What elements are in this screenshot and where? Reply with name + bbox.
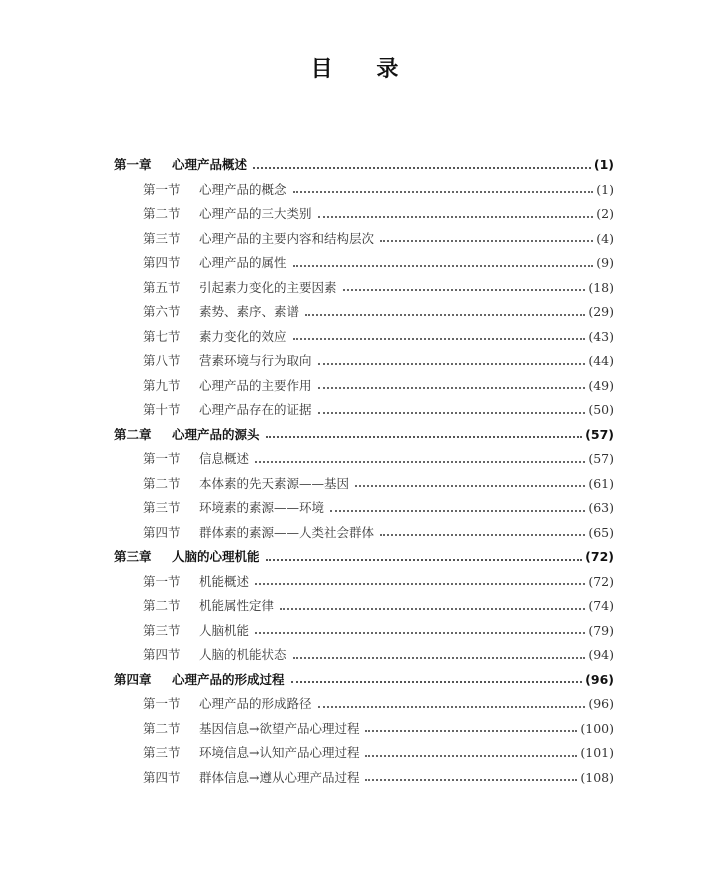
dot-leader [380, 533, 585, 536]
page-number: (57) [585, 426, 614, 442]
dot-leader [255, 460, 585, 463]
page-number: (108) [580, 769, 614, 785]
chapter-number: 第四章 [114, 671, 152, 687]
dot-leader [293, 264, 594, 267]
page-number: (57) [588, 451, 614, 466]
page-number: (63) [588, 500, 614, 515]
page-number: (94) [588, 647, 614, 662]
section-number: 第二节 [143, 720, 181, 736]
section-number: 第一节 [143, 181, 181, 197]
page-number: (44) [588, 353, 614, 368]
section-title: 素力变化的效应 [199, 328, 287, 344]
chapter-title: 心理产品的形成过程 [172, 671, 285, 687]
section-title: 信息概述 [199, 451, 250, 466]
section-title: 心理产品的概念 [199, 181, 287, 197]
section-title: 素势、素序、素谱 [199, 304, 300, 319]
page-number: (96) [588, 696, 614, 711]
section-title: 心理产品的主要内容和结构层次 [199, 230, 375, 246]
section-title: 环境素的素源——环境 [199, 500, 325, 515]
dot-leader [365, 778, 577, 781]
page-number: (18) [588, 279, 614, 295]
page-number: (29) [588, 304, 614, 319]
toc-section-entry[interactable] [114, 570, 614, 595]
dot-leader [380, 239, 593, 242]
section-title: 引起素力变化的主要因素 [199, 279, 337, 295]
section-number: 第一节 [143, 573, 181, 589]
toc-section-entry[interactable] [114, 398, 614, 423]
section-number: 第七节 [143, 328, 181, 344]
dot-leader [305, 313, 585, 316]
section-number: 第一节 [143, 451, 181, 466]
toc-section-entry[interactable] [114, 643, 614, 668]
page-number: (2) [596, 206, 614, 221]
dot-leader [255, 631, 585, 634]
section-title: 本体素的先天素源——基因 [199, 475, 350, 491]
section-number: 第六节 [143, 304, 181, 319]
section-number: 第八节 [143, 353, 181, 368]
dot-leader [318, 215, 594, 218]
toc-section-entry[interactable] [114, 447, 614, 472]
toc-section-entry[interactable] [114, 521, 614, 546]
dot-leader [355, 484, 585, 487]
section-number: 第四节 [143, 255, 181, 270]
toc-section-entry[interactable] [114, 717, 614, 742]
section-number: 第二节 [143, 598, 181, 613]
section-number: 第三节 [143, 230, 181, 246]
toc-section-entry[interactable] [114, 227, 614, 252]
toc-section-entry[interactable] [114, 300, 614, 325]
dot-leader [343, 288, 586, 291]
section-title: 人脑的机能状态 [199, 647, 287, 662]
chapter-title: 人脑的心理机能 [172, 549, 260, 564]
chapter-title: 心理产品概述 [172, 157, 248, 172]
section-number: 第二节 [143, 475, 181, 491]
page-number: (79) [588, 622, 614, 638]
section-number: 第三节 [143, 622, 181, 638]
section-title: 机能概述 [199, 573, 250, 589]
dot-leader [280, 607, 585, 610]
page-number: (1) [593, 157, 614, 172]
chapter-number: 第二章 [114, 426, 152, 442]
toc-section-entry[interactable] [114, 251, 614, 276]
dot-leader [318, 386, 586, 389]
section-title: 基因信息→欲望产品心理过程 [199, 720, 360, 736]
dot-leader [318, 362, 586, 365]
dot-leader [330, 509, 585, 512]
page-number: (74) [588, 598, 614, 613]
toc-chapter-entry[interactable] [114, 545, 614, 570]
section-number: 第四节 [143, 524, 181, 540]
section-number: 第四节 [143, 769, 181, 785]
section-title: 机能属性定律 [199, 598, 275, 613]
page-number: (50) [588, 402, 614, 417]
section-title: 心理产品的三大类别 [199, 206, 312, 221]
chapter-number: 第三章 [114, 549, 152, 564]
toc-section-entry[interactable] [114, 178, 614, 203]
page-number: (96) [585, 671, 614, 687]
dot-leader [266, 435, 583, 438]
page-number: (43) [588, 328, 614, 344]
dot-leader [318, 411, 586, 414]
dot-leader [291, 680, 583, 683]
page-number: (72) [585, 549, 614, 564]
page-number: (101) [580, 745, 614, 760]
section-number: 第二节 [143, 206, 181, 221]
toc-section-entry[interactable] [114, 496, 614, 521]
section-title: 心理产品存在的证据 [199, 402, 312, 417]
page-title: 目 录 [310, 57, 417, 82]
toc-section-entry[interactable] [114, 619, 614, 644]
dot-leader [266, 558, 583, 561]
chapter-number: 第一章 [114, 157, 152, 172]
toc-section-entry[interactable] [114, 594, 614, 619]
table-of-contents [114, 153, 614, 790]
page-number: (61) [588, 475, 614, 491]
toc-section-entry[interactable] [114, 472, 614, 497]
section-title: 群体信息→遵从心理产品过程 [199, 769, 360, 785]
toc-chapter-entry[interactable] [114, 423, 614, 448]
section-number: 第五节 [143, 279, 181, 295]
toc-section-entry[interactable] [114, 374, 614, 399]
section-title: 心理产品的形成路径 [199, 696, 312, 711]
section-title: 环境信息→认知产品心理过程 [199, 745, 360, 760]
section-number: 第三节 [143, 500, 181, 515]
section-title: 人脑机能 [199, 622, 250, 638]
chapter-title: 心理产品的源头 [172, 426, 260, 442]
dot-leader [293, 656, 586, 659]
toc-chapter-entry[interactable] [114, 153, 614, 178]
section-title: 营素环境与行为取向 [199, 353, 312, 368]
dot-leader [253, 166, 591, 169]
toc-section-entry[interactable] [114, 349, 614, 374]
dot-leader [293, 337, 586, 340]
toc-section-entry[interactable] [114, 766, 614, 791]
section-number: 第十节 [143, 402, 181, 417]
page-number: (9) [596, 255, 614, 270]
page-number: (65) [588, 524, 614, 540]
page-number: (72) [588, 573, 614, 589]
dot-leader [365, 754, 577, 757]
dot-leader [318, 705, 586, 708]
dot-leader [365, 729, 577, 732]
toc-section-entry[interactable] [114, 325, 614, 350]
page-number: (4) [596, 230, 614, 246]
dot-leader [255, 582, 585, 585]
section-number: 第三节 [143, 745, 181, 760]
toc-section-entry[interactable] [114, 276, 614, 301]
section-number: 第一节 [143, 696, 181, 711]
page-number: (100) [580, 720, 614, 736]
dot-leader [293, 190, 594, 193]
toc-chapter-entry[interactable] [114, 668, 614, 693]
toc-section-entry[interactable] [114, 692, 614, 717]
toc-section-entry[interactable] [114, 741, 614, 766]
section-title: 群体素的素源——人类社会群体 [199, 524, 375, 540]
section-number: 第四节 [143, 647, 181, 662]
page-number: (1) [596, 181, 614, 197]
toc-section-entry[interactable] [114, 202, 614, 227]
section-title: 心理产品的主要作用 [199, 377, 312, 393]
section-number: 第九节 [143, 377, 181, 393]
page-number: (49) [588, 377, 614, 393]
section-title: 心理产品的属性 [199, 255, 287, 270]
